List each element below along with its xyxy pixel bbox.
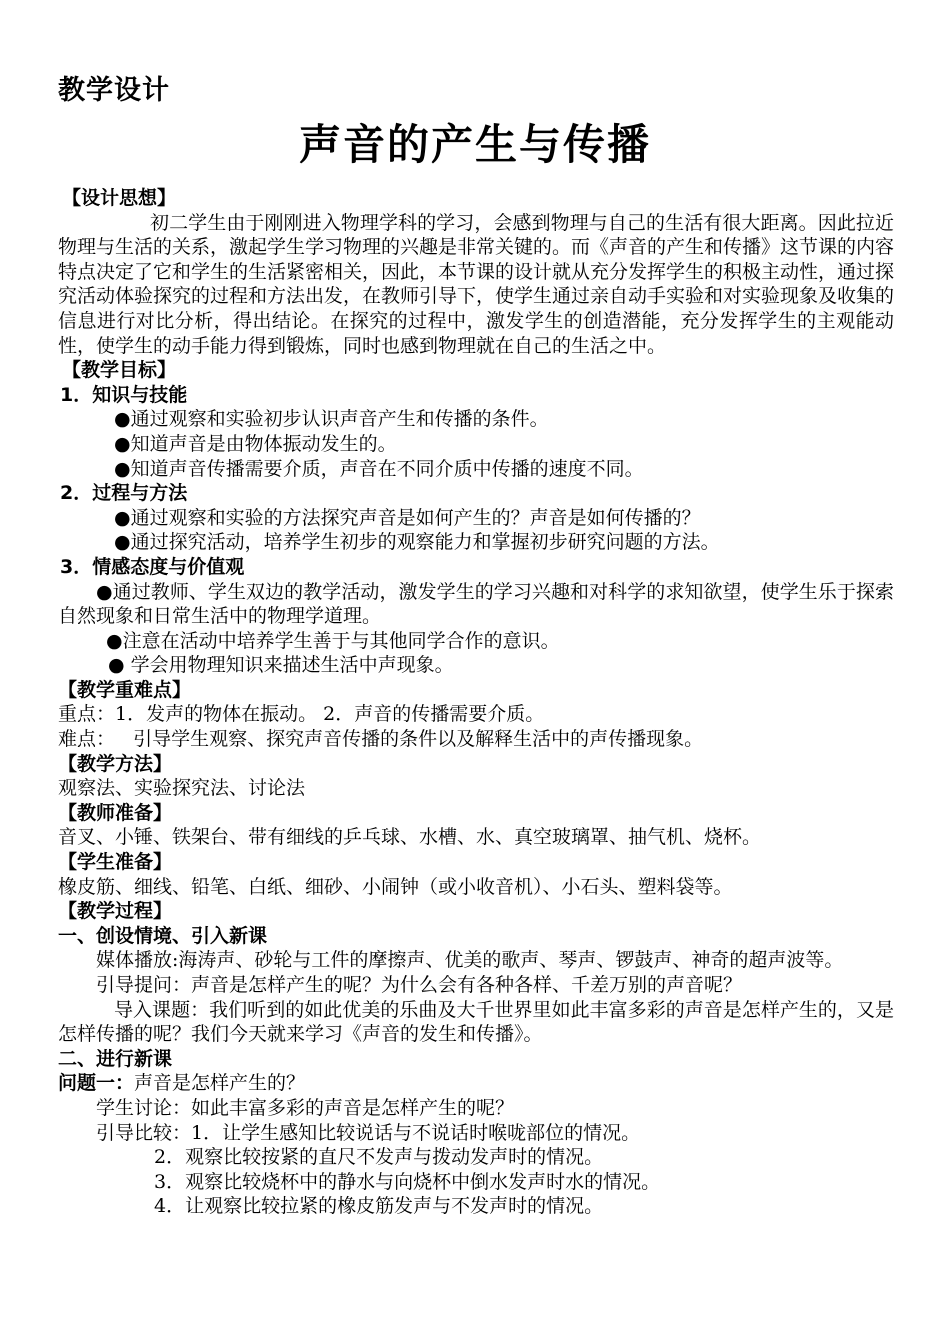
goal-item: ● 学会用物理知识来描述生活中声现象。: [108, 654, 454, 677]
document-body: [58, 186, 894, 1219]
goal-process-title: 2．过程与方法: [60, 482, 188, 505]
goal-item: ●注意在活动中培养学生善于与其他同学合作的意识。: [106, 629, 560, 652]
page-title: 声音的产生与传播: [298, 120, 651, 169]
goals-heading: 【教学目标】: [62, 359, 177, 382]
teacher-prep-heading: 【教师准备】: [58, 801, 173, 824]
part2-title: 二、进行新课: [58, 1047, 173, 1070]
goal-item: ●通过观察和实验的方法探究声音是如何产生的？声音是如何传播的？: [114, 506, 701, 529]
part1-title: 一、创设情境、引入新课: [58, 924, 268, 947]
methods-text: 观察法、实验探究法、讨论法: [58, 777, 306, 800]
methods-heading: 【教学方法】: [58, 752, 173, 775]
document-label: 教学设计: [58, 75, 170, 106]
teacher-prep-text: 音叉、小锤、铁架台、带有细线的乒乓球、水槽、水、真空玻璃罩、抽气机、烧杯。: [58, 826, 762, 849]
media-text: 媒体播放:海涛声、砂轮与工件的摩擦声、优美的歌声、琴声、锣鼓声、神奇的超声波等。: [96, 949, 844, 972]
compare-item: 引导比较：1．让学生感知比较说话与不说话时喉咙部位的情况。: [96, 1121, 641, 1144]
question-one-text: 声音是怎样产生的？: [134, 1072, 306, 1095]
goal-item: ●通过探究活动，培养学生初步的观察能力和掌握初步研究问题的方法。: [114, 531, 720, 554]
intro-text: 导入课题：我们听到的如此优美的乐曲及大千世界里如此丰富多彩的声音是怎样产生的，又是怎样传播的呢？我们今天就来学习《声音的发生和传播》。: [58, 998, 894, 1046]
question-one-label: 问题一：: [58, 1072, 135, 1095]
compare-item: 4．让观察比较拉紧的橡皮筋发声与不发声时的情况。: [154, 1195, 604, 1218]
goal-knowledge-title: 1．知识与技能: [60, 383, 188, 406]
process-heading: 【教学过程】: [58, 900, 173, 923]
student-prep-text: 橡皮筋、细线、铅笔、白纸、细砂、小闹钟（或小收音机）、小石头、塑料袋等。: [58, 875, 733, 898]
design-idea-text: 初二学生由于刚刚进入物理学科的学习，会感到物理与自己的生活有很大距离。因此拉近物理与生活的关系，激起学生学习物理的兴趣是非常关键的。而《声音的产生和传播》这节课的内容特点决定了它和学生的生活紧密相关，因此，本节课的设计就从充分发挥学生的积极主动性，通过探究活动体验探究的过程和方法出发，在教师引导下，使学生通过亲自动手实验和对实验现象及收集的信息进行对比分析，得出结论。在探究的过程中，激发学生的创造潜能，充分发挥学生的主观能动性，使学生的动手能力得到锻炼，同时也感到物理就在自己的生活之中。: [58, 211, 895, 357]
goal-item: ●通过观察和实验初步认识声音产生和传播的条件。: [114, 408, 549, 431]
goal-item: ●知道声音传播需要介质，声音在不同介质中传播的速度不同。: [114, 457, 644, 480]
goal-attitude-title: 3．情感态度与价值观: [60, 555, 245, 578]
goal-item: ●通过教师、学生双边的教学活动，激发学生的学习兴趣和对科学的求知欲望，使学生乐于探索自然现象和日常生活中的物理学道理。: [58, 580, 894, 628]
compare-item: 2．观察比较按紧的直尺不发声与拨动发声时的情况。: [154, 1146, 604, 1169]
goal-item: ●知道声音是由物体振动发生的。: [114, 432, 397, 455]
design-idea-heading: 【设计思想】: [62, 187, 177, 209]
difficult-point-text: 难点： 引导学生观察、探究声音传播的条件以及解释生活中的声传播现象。: [58, 728, 704, 751]
key-points-heading: 【教学重难点】: [58, 678, 192, 701]
compare-item: 3．观察比较烧杯中的静水与向烧杯中倒水发声时水的情况。: [154, 1170, 661, 1193]
key-point-text: 重点：1．发声的物体在振动。 2．声音的传播需要介质。: [58, 703, 545, 726]
guide-question-text: 引导提问：声音是怎样产生的呢？为什么会有各种各样、千差万别的声音呢？: [96, 974, 743, 996]
question-one: [58, 1071, 894, 1096]
discussion-text: 学生讨论：如此丰富多彩的声音是怎样产生的呢？: [96, 1096, 515, 1119]
student-prep-heading: 【学生准备】: [58, 851, 173, 874]
